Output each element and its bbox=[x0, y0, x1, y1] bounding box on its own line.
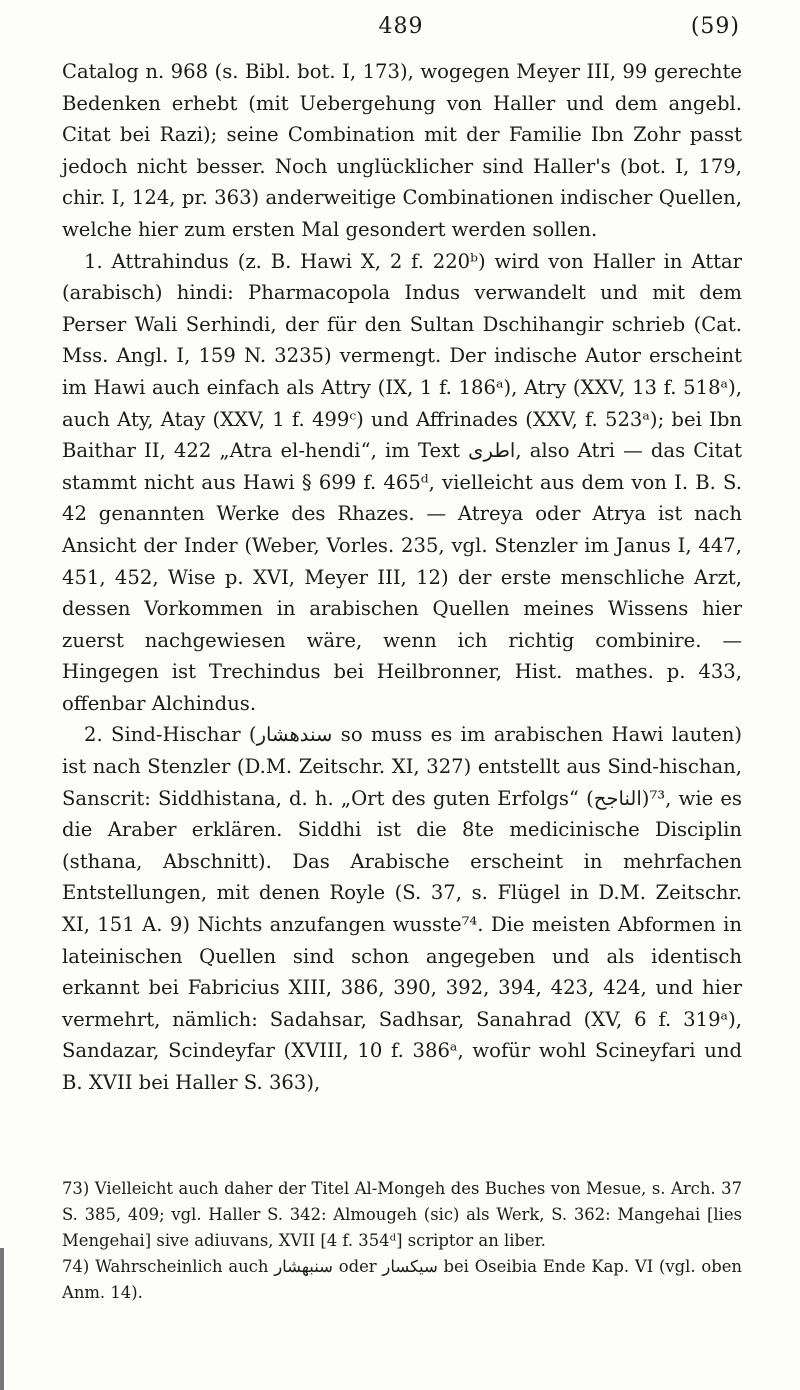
footnote-text: Wahrscheinlich auch سنبهشار oder سيكسار bei Oseibia Ende Kap. VI (vgl. oben Anm. 14). bbox=[62, 1257, 742, 1302]
paragraph: 1. Attrahindus (z. B. Hawi X, 2 f. 220ᵇ) wird von Haller in Attar (arabisch) hindi: Pharmacopola Indus verwandelt und mit dem Perser Wali Serhindi, der für den Sultan Dschihangir schrieb (Cat. Mss. Angl. I, 159 N. 3235) vermengt. Der indische Autor erscheint im Hawi auch einfach als Attry (IX, 1 f. 186ᵃ), Atry (XXV, 13 f. 518ᵃ), auch Aty, Atay (XXV, 1 f. 499ᶜ) und Affrinades (XXV, f. 523ᵃ); bei Ibn Baithar II, 422 „Atra el-hendi“, im Text اطرى, also Atri — das Citat stammt nicht aus Hawi § 699 f. 465ᵈ, vielleicht aus dem von I. B. S. 42 genannten Werke des Rhazes. — Atreya oder Atrya ist nach Ansicht der Inder (Weber, Vorles. 235, vgl. Stenzler im Janus I, 447, 451, 452, Wise p. XVI, Meyer III, 12) der erste menschliche Arzt, dessen Vorkommen in arabischen Quellen meines Wissens hier zuerst nachgewiesen wäre, wenn ich richtig combinire. — Hingegen ist Trechindus bei Heilbronner, Hist. mathes. p. 433, offenbar Alchindus. bbox=[62, 249, 742, 715]
running-header bbox=[62, 14, 740, 42]
main-text bbox=[62, 56, 742, 1099]
paragraph: Catalog n. 968 (s. Bibl. bot. I, 173), wogegen Meyer III, 99 gerechte Bedenken erhebt (mit Uebergehung von Haller und dem angebl. Citat bei Razi); seine Combination mit der Familie Ibn Zohr passt jedoch nicht besser. Noch unglücklicher sind Haller's (bot. I, 179, chir. I, 124, pr. 363) anderweitige Combinationen indischer Quellen, welche hier zum ersten Mal gesondert werden sollen. bbox=[62, 60, 742, 241]
footnote-mark: 73) bbox=[62, 1179, 90, 1198]
footnotes bbox=[62, 1176, 742, 1306]
page-edge-shadow bbox=[0, 1248, 4, 1390]
sheet-number: (59) bbox=[690, 14, 740, 39]
footnote-text: Vielleicht auch daher der Titel Al-Mongeh des Buches von Mesue, s. Arch. 37 S. 385, 409; vgl. Haller S. 342: Almougeh (sic) als Werk, S. 362: Mangehai [lies Mengehai] sive adiuvans, XVII [4 f. 354ᵈ] scriptor an liber. bbox=[62, 1179, 742, 1250]
footnote bbox=[62, 1176, 742, 1254]
page-number: 489 bbox=[378, 14, 424, 39]
footnote bbox=[62, 1254, 742, 1306]
footnote-mark: 74) bbox=[62, 1257, 90, 1276]
paragraph: 2. Sind-Hischar (سندهشار so muss es im arabischen Hawi lauten) ist nach Stenzler (D.M. Zeitschr. XI, 327) entstellt aus Sind-hischan, Sanscrit: Siddhistana, d. h. „Ort des guten Erfolgs“ (الناجح)⁷³, wie es die Araber erklären. Siddhi ist die 8te medicinische Disciplin (sthana, Abschnitt). Das Arabische erscheint in mehrfachen Entstellungen, mit denen Royle (S. 37, s. Flügel in D.M. Zeitschr. XI, 151 A. 9) Nichts anzufangen wusste⁷⁴. Die meisten Abformen in lateinischen Quellen sind schon angegeben und als identisch erkannt bei Fabricius XIII, 386, 390, 392, 394, 423, 424, und hier vermehrt, nämlich: Sadahsar, Sadhsar, Sanahrad (XV, 6 f. 319ᵃ), Sandazar, Scindeyfar (XVIII, 10 f. 386ᵃ, wofür wohl Scineyfari und B. XVII bei Haller S. 363), bbox=[62, 723, 743, 1094]
